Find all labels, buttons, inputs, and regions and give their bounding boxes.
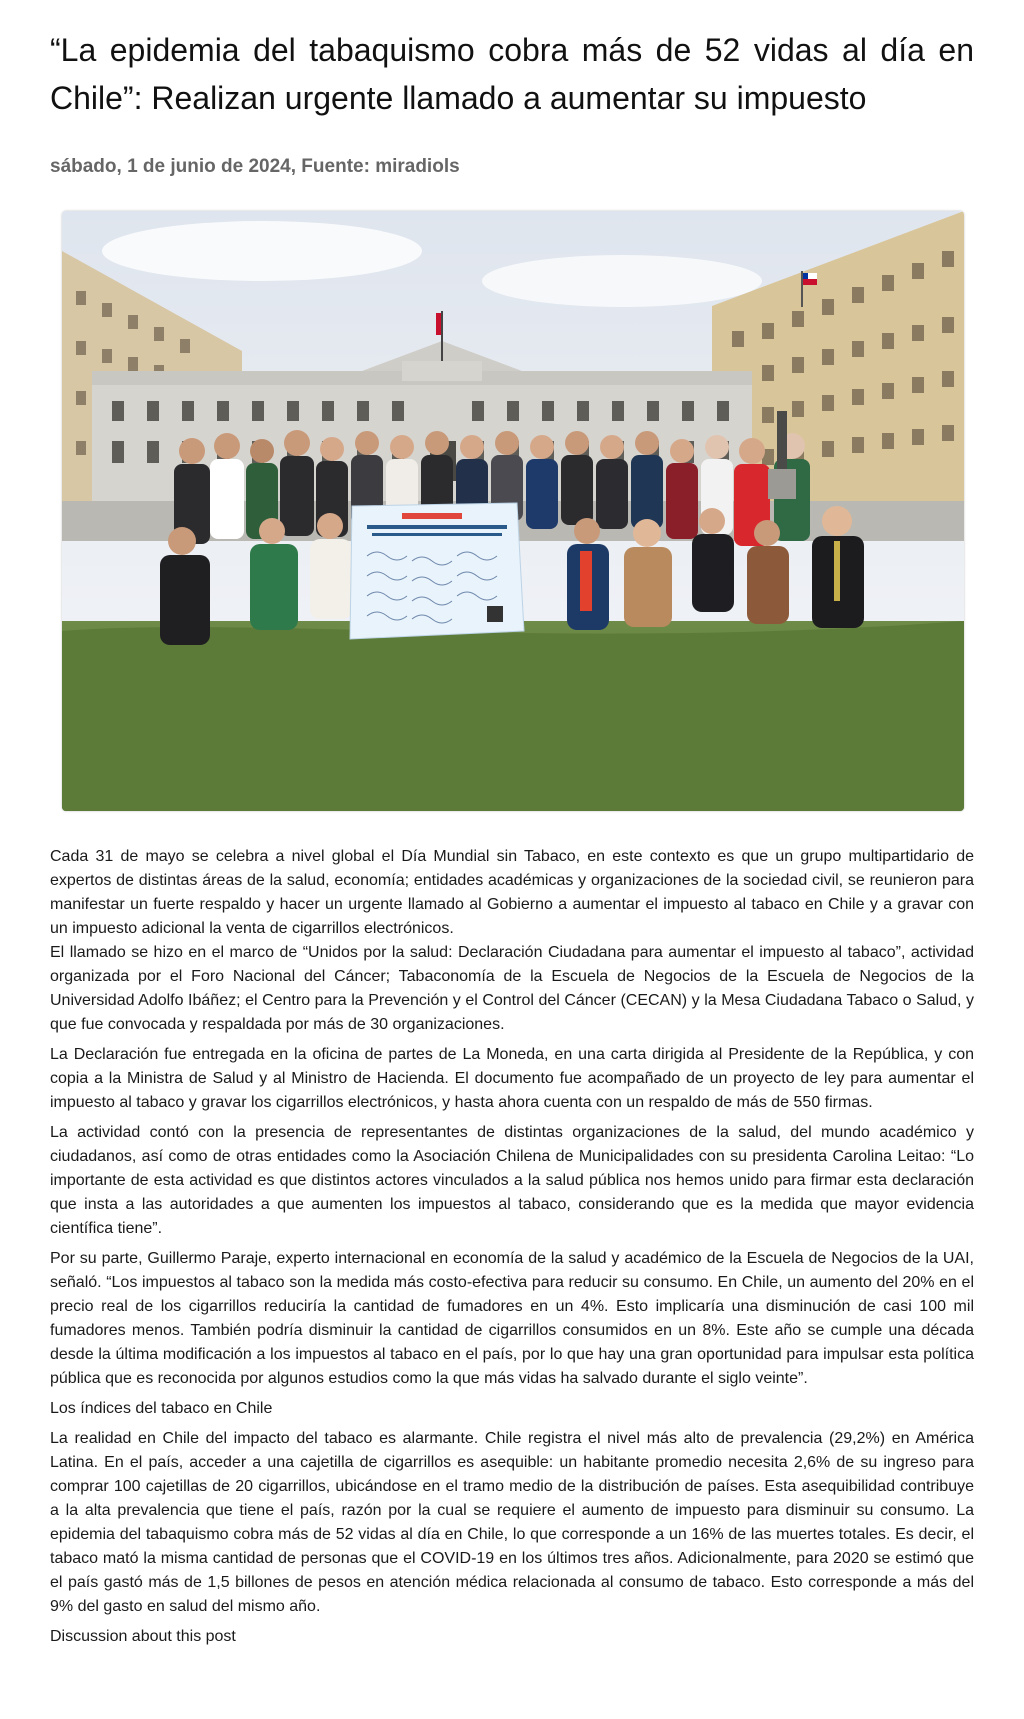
discussion-link[interactable]: Discussion about this post <box>50 1628 236 1645</box>
paragraph-3: La Declaración fue entregada en la oficina de partes de La Moneda, en una carta dirigida al Presidente de la República, y con copia a la Ministra de Salud y al Ministro de Hacienda. El documento fue acompañado de un proyecto de ley para aumentar el impuesto al tabaco y gravar los cigarrillos electrónicos, y hasta ahora cuenta con un respaldo de más de 550 firmas. <box>50 1046 974 1111</box>
people-group <box>160 430 864 645</box>
paragraph-4: La actividad contó con la presencia de representantes de distintas organizaciones de la salud, del mundo académico y ciudadanos, así como de otras entidades como la Asociación Chilena de Municipalidades con su presidenta Carolina Leitao: “Lo importante de esta actividad es que distintos actores vinculados a la salud pública nos hemos unido para firmar esta declaración que insta a las autoridades a que aumenten los impuestos al tabaco, considerando que es la medida que mayor evidencia científica tiene”. <box>50 1124 974 1237</box>
paragraph-2: El llamado se hizo en el marco de “Unidos por la salud: Declaración Ciudadana para aumentar el impuesto al tabaco”, actividad organizada por el Foro Nacional del Cáncer; Tabaconomía de la Escuela de Negocios de la Escuela de Negocios de la Universidad Adolfo Ibáñez; el Centro para la Prevención y el Control del Cáncer (CECAN) y la Mesa Ciudadana Tabaco o Salud, y que fue convocada y respaldada por más de 30 organizaciones. <box>50 944 974 1033</box>
article-photo <box>62 211 964 811</box>
paragraph-6: La realidad en Chile del impacto del tabaco es alarmante. Chile registra el nivel más alto de prevalencia (29,2%) en América Latina. En el país, acceder a una cajetilla de cigarrillos es asequible: un habitante promedio necesita 2,6% de su ingreso para comprar 100 cajetillas de 20 cigarrillos, ubicándose en el tramo medio de la distribución de países. Esta asequibilidad contribuye a la alta prevalencia que tiene el país, razón por la cual se requiere el aumento de impuesto para disminuir su consumo. La epidemia del tabaquismo cobra más de 52 vidas al día en Chile, lo que corresponde a un 16% de las muertes totales. Es decir, el tabaco mató la misma cantidad de personas que el COVID-19 en los últimos tres años. Adicionalmente, para 2020 se estimó que el país gastó más de 1,5 billones de pesos en atención médica relacionada al consumo de tabaco. Esto corresponde a más del 9% del gasto en salud del mismo año. <box>50 1430 974 1615</box>
declaration-banner <box>350 503 524 639</box>
section-subheading: Los índices del tabaco en Chile <box>50 1400 273 1417</box>
group-photo-illustration <box>62 211 964 811</box>
article-body <box>50 845 974 1649</box>
paragraph-1: Cada 31 de mayo se celebra a nivel global el Día Mundial sin Tabaco, en este contexto es que un grupo multipartidario de expertos de distintas áreas de la salud, economía; entidades académicas y organizaciones de la sociedad civil, se reunieron para manifestar un fuerte respaldo y hacer un urgente llamado al Gobierno a aumentar el impuesto al tabaco en Chile y a gravar con un impuesto adicional la venta de cigarrillos electrónicos. <box>50 848 974 937</box>
article-title: “La epidemia del tabaquismo cobra más de 52 vidas al día en Chile”: Realizan urgente llamado a aumentar su impuesto <box>50 32 974 116</box>
paragraph-5: Por su parte, Guillermo Paraje, experto internacional en economía de la salud y académico de la Escuela de Negocios de la UAI, señaló. “Los impuestos al tabaco son la medida más costo-efectiva para reducir su consumo. En Chile, un aumento del 20% en el precio real de los cigarrillos reduciría la cantidad de fumadores en un 4%. Esto implicaría una disminución de casi 100 mil fumadores menos. También podría disminuir la cantidad de cigarrillos consumidos en un 8%. Este año se cumple una década desde la última modificación a los impuestos al tabaco en el país, por lo que hay una gran oportunidad para impulsar esta política pública que es reconocida por algunos estudios como la que más vidas ha salvado durante el siglo veinte”. <box>50 1250 974 1387</box>
article-meta: sábado, 1 de junio de 2024, Fuente: miradiols <box>50 156 460 177</box>
